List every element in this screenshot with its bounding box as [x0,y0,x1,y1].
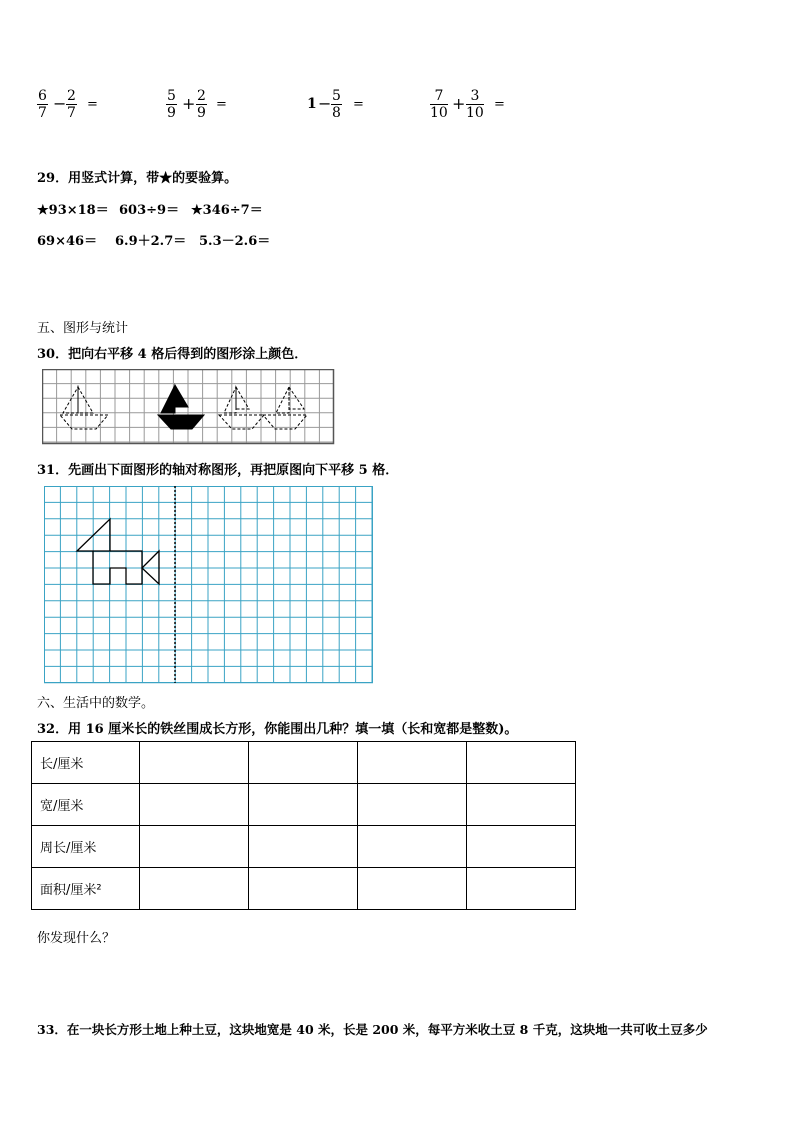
q29-item: 5.3－2.6＝ [199,234,271,249]
fraction [196,88,207,121]
answer-cell[interactable] [249,784,358,826]
q29-item: 603÷9＝ [119,203,180,218]
answer-cell[interactable] [467,742,576,784]
answer-cell[interactable] [467,868,576,910]
fraction [430,88,448,121]
answer-cell[interactable] [249,868,358,910]
answer-cell[interactable] [358,826,467,868]
denominator: 10 [430,105,448,121]
operator: + [182,94,196,113]
q32-table [31,741,576,910]
answer-cell[interactable] [249,742,358,784]
answer-cell[interactable] [467,826,576,868]
fraction [466,88,484,121]
numerator: 7 [430,88,448,105]
row-header: 面积/厘米² [32,868,140,910]
q29-item: 69×46＝ [37,234,98,249]
denominator: 7 [38,105,47,121]
fraction [331,88,342,121]
table-row [32,868,576,910]
answer-cell[interactable] [140,868,249,910]
q32-question: 你发现什么？ [37,931,116,946]
black-boat-shape [158,385,204,429]
table-row [32,826,576,868]
denominator: 10 [466,105,484,121]
answer-cell[interactable] [358,784,467,826]
table-row [32,784,576,826]
section-heading: 六、生活中的数学。 [37,696,155,711]
answer-cell[interactable] [140,742,249,784]
operator: − [53,94,67,113]
dashed-boat-shape [219,387,264,429]
q29-title: 29．用竖式计算，带★的要验算。 [37,171,238,186]
denominator: 8 [332,105,341,121]
fraction [166,88,177,121]
denominator: 9 [197,105,206,121]
q33-title: 33．在一块长方形土地上种土豆，这块地宽是 40 米，长是 200 米，每平方米收土豆 8 千克，这块地一共可收土豆多少 [37,1022,708,1037]
row-header: 周长/厘米 [32,826,140,868]
equals-sign: = [353,97,364,112]
whole-number: 1 [307,96,317,112]
section-heading: 五、图形与统计 [37,321,129,336]
answer-cell[interactable] [249,826,358,868]
answer-cell[interactable] [140,784,249,826]
row-header: 长/厘米 [32,742,140,784]
numerator: 2 [197,88,206,104]
numerator: 3 [466,88,484,105]
operator: + [452,94,466,113]
operator: − [318,94,332,113]
numerator: 5 [167,88,176,104]
q31-grid-figure [44,486,374,684]
equals-sign: = [87,97,98,112]
numerator: 6 [38,88,47,104]
q29-item: 6.9＋2.7＝ [115,234,187,249]
numerator: 5 [332,88,341,104]
q29-item: ★93×18＝ [37,203,109,218]
numerator: 2 [67,88,76,104]
q29-item: ★346÷7＝ [191,203,263,218]
equals-sign: = [216,97,227,112]
answer-cell[interactable] [358,742,467,784]
fraction [37,88,48,121]
dashed-boat-shape [263,387,307,429]
q30-grid-figure [42,369,335,445]
table-row [32,742,576,784]
q32-title: 32．用 16 厘米长的铁丝围成长方形，你能围出几种？填一填（长和宽都是整数)。 [37,722,518,737]
fraction [66,88,77,121]
q30-title: 30．把向右平移 4 格后得到的图形涂上颜色． [37,347,308,362]
denominator: 9 [167,105,176,121]
answer-cell[interactable] [140,826,249,868]
q31-title: 31．先画出下面图形的轴对称图形，再把原图向下平移 5 格． [37,463,399,478]
equals-sign: = [494,97,505,112]
answer-cell[interactable] [358,868,467,910]
answer-cell[interactable] [467,784,576,826]
row-header: 宽/厘米 [32,784,140,826]
denominator: 7 [67,105,76,121]
